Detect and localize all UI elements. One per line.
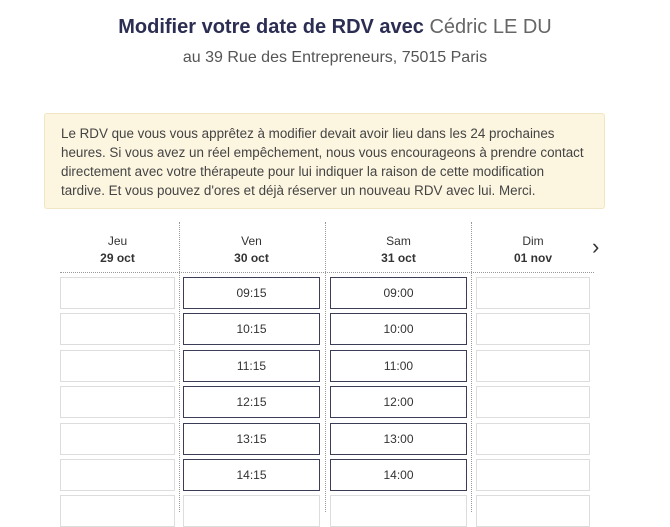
day-name: Dim — [522, 234, 544, 248]
time-slot[interactable]: 12:00 — [330, 386, 467, 418]
time-slot[interactable]: 14:00 — [330, 459, 467, 491]
empty-slot — [476, 459, 590, 491]
header-divider — [60, 272, 594, 273]
page-title — [0, 16, 670, 39]
time-slot[interactable]: 09:00 — [330, 277, 467, 309]
column-divider — [179, 222, 180, 512]
address: au 39 Rue des Entrepreneurs, 75015 Paris — [182, 49, 488, 66]
time-slot[interactable]: 12:15 — [183, 386, 320, 418]
empty-slot — [60, 459, 175, 491]
time-slot[interactable]: 14:15 — [183, 459, 320, 491]
chevron-right-icon: › — [592, 234, 600, 259]
empty-slot — [330, 495, 467, 527]
day-date: 30 oct — [234, 251, 269, 265]
empty-slot — [476, 350, 590, 382]
day-name: Ven — [241, 234, 262, 248]
empty-slot — [60, 423, 175, 455]
empty-slot — [476, 423, 590, 455]
column-divider — [471, 222, 472, 512]
empty-slot — [183, 495, 320, 527]
time-slot[interactable]: 13:15 — [183, 423, 320, 455]
day-date: 01 nov — [513, 251, 552, 265]
empty-slot — [60, 277, 175, 309]
next-week-button[interactable] — [592, 234, 599, 260]
time-slot[interactable]: 13:00 — [330, 423, 467, 455]
empty-slot — [476, 386, 590, 418]
day-name: Sam — [386, 234, 411, 248]
day-header — [60, 233, 175, 267]
practitioner-name: Cédric LE DU — [429, 16, 552, 38]
day-date: 31 oct — [381, 251, 416, 265]
time-slot[interactable]: 11:00 — [330, 350, 467, 382]
day-date: 29 oct — [100, 251, 135, 265]
empty-slot — [476, 277, 590, 309]
day-name: Jeu — [107, 234, 128, 248]
time-slot[interactable]: 10:15 — [183, 313, 320, 345]
empty-slot — [60, 350, 175, 382]
day-header — [183, 233, 320, 267]
day-header — [476, 233, 590, 267]
time-slot[interactable]: 10:00 — [330, 313, 467, 345]
title-text: Modifier votre date de RDV avec — [118, 16, 424, 38]
empty-slot — [476, 495, 590, 527]
time-slot[interactable]: 11:15 — [183, 350, 320, 382]
empty-slot — [476, 313, 590, 345]
column-divider — [325, 222, 326, 512]
empty-slot — [60, 495, 175, 527]
empty-slot — [60, 386, 175, 418]
empty-slot — [60, 313, 175, 345]
late-change-notice: Le RDV que vous vous apprêtez à modifier devait avoir lieu dans les 24 prochaines heures. Si vous avez un réel empêchement, nous vous encourageons à prendre contact directement avec votre thérapeute pour lui indiquer la raison de cette modification tardive. Et vous pouvez d'ores et déjà réserver un nouveau RDV avec lui. Merci. — [44, 113, 605, 209]
time-slot[interactable]: 09:15 — [183, 277, 320, 309]
day-header — [330, 233, 467, 267]
